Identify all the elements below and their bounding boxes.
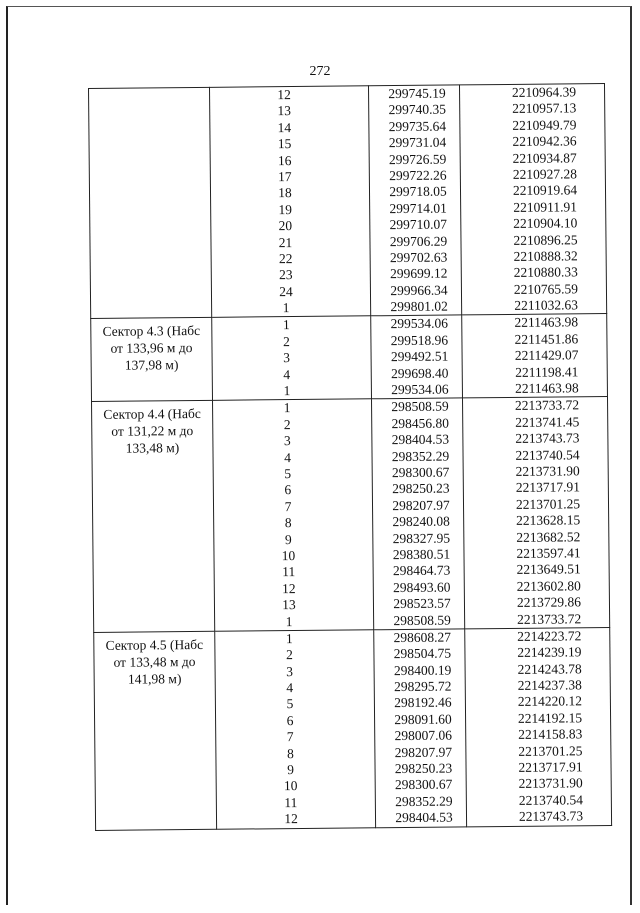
point-number: 22 — [278, 250, 293, 267]
x-coordinate: 298504.75 — [393, 645, 452, 662]
point-number: 13 — [282, 597, 296, 613]
sector-cell — [92, 401, 215, 633]
x-coordinate: 298300.67 — [391, 464, 450, 481]
x-coordinate: 298404.53 — [391, 431, 450, 448]
y-coordinate: 2210919.64 — [512, 182, 578, 199]
point-number: 7 — [284, 498, 292, 514]
x-coordinate: 298400.19 — [393, 662, 452, 678]
point-number: 12 — [284, 811, 298, 827]
point-number: 7 — [286, 729, 294, 745]
point-number: 4 — [286, 680, 294, 696]
y-coordinate: 2214237.38 — [517, 677, 582, 693]
y-coordinate-column-cell — [462, 314, 608, 398]
y-coordinate: 2210964.39 — [511, 84, 577, 100]
x-coordinate: 298352.29 — [395, 793, 453, 809]
y-coordinate: 2211198.41 — [515, 363, 579, 380]
y-coordinate: 2213743.73 — [518, 808, 584, 825]
point-number: 9 — [287, 762, 294, 778]
x-coordinate: 298091.60 — [394, 711, 452, 727]
point-number: 5 — [286, 696, 294, 712]
point-number-column-cell — [215, 630, 376, 829]
x-coordinate: 299745.19 — [388, 85, 446, 102]
y-coordinate: 2213597.41 — [516, 545, 581, 561]
point-number: 16 — [277, 152, 292, 168]
y-coordinate: 2213701.25 — [515, 496, 581, 512]
x-coordinate: 298608.27 — [393, 629, 452, 645]
y-coordinate: 2213649.51 — [516, 561, 581, 578]
y-coordinate: 2214239.19 — [517, 644, 582, 661]
x-coordinate: 298493.60 — [393, 579, 451, 595]
y-coordinate: 2214158.83 — [518, 726, 583, 743]
x-coordinate: 299518.96 — [390, 332, 449, 348]
x-coordinate: 298250.23 — [392, 480, 450, 497]
point-number: 4 — [284, 449, 291, 465]
point-number: 1 — [285, 613, 293, 629]
point-number: 4 — [283, 366, 291, 382]
x-coordinate: 299966.34 — [390, 282, 448, 298]
point-number: 12 — [281, 580, 296, 596]
x-coordinate: 299731.04 — [388, 134, 447, 151]
x-coordinate: 299699.12 — [390, 265, 448, 282]
y-coordinate: 2210911.91 — [513, 199, 578, 215]
y-coordinate: 2211451.86 — [514, 331, 579, 347]
y-coordinate: 2213701.25 — [518, 742, 583, 759]
y-coordinate: 2210949.79 — [512, 117, 577, 133]
y-coordinate: 2210942.36 — [512, 133, 577, 150]
point-number: 13 — [277, 103, 292, 119]
sector-label: Сектор 4.4 (Набс от 131,22 м до 133,48 м) — [103, 406, 201, 457]
x-coordinate-column-cell — [371, 315, 463, 399]
point-number: 10 — [283, 778, 298, 794]
x-coordinate: 299706.29 — [389, 233, 448, 249]
y-coordinate: 2213733.72 — [516, 610, 582, 627]
x-coordinate: 298240.08 — [392, 513, 450, 530]
x-coordinate: 298207.97 — [394, 744, 453, 760]
x-coordinate: 299740.35 — [388, 101, 446, 118]
coordinates-table-body — [89, 84, 612, 830]
x-coordinate: 299492.51 — [390, 348, 449, 365]
y-coordinate-column-cell — [462, 397, 609, 629]
y-coordinate: 2213743.73 — [515, 430, 580, 447]
point-number: 1 — [282, 300, 290, 316]
point-number: 1 — [285, 630, 293, 647]
point-number: 1 — [282, 317, 290, 333]
y-coordinate: 2213731.90 — [518, 775, 583, 792]
point-number: 2 — [282, 333, 290, 349]
point-number: 1 — [283, 400, 291, 416]
x-coordinate: 299698.40 — [390, 365, 449, 381]
point-number: 17 — [278, 169, 292, 185]
point-number: 3 — [283, 433, 291, 449]
y-coordinate: 2213682.52 — [516, 528, 581, 545]
sector-row — [91, 314, 608, 402]
x-coordinate: 298508.59 — [391, 398, 449, 415]
point-number: 6 — [284, 482, 292, 498]
y-coordinate: 2211429.07 — [514, 347, 579, 364]
x-coordinate: 298250.23 — [394, 760, 453, 777]
sector-row — [94, 627, 612, 830]
y-coordinate: 2213741.45 — [515, 414, 580, 430]
x-coordinate: 299534.06 — [391, 381, 449, 398]
y-coordinate: 2213733.72 — [514, 397, 580, 414]
x-coordinate: 298295.72 — [394, 678, 452, 695]
y-coordinate: 2210765.59 — [513, 280, 579, 297]
x-coordinate: 298380.51 — [392, 546, 451, 563]
x-coordinate: 298327.95 — [392, 530, 451, 546]
sector-label — [89, 88, 209, 93]
point-number: 2 — [286, 647, 293, 663]
point-number: 23 — [278, 267, 293, 283]
y-coordinate: 2214220.12 — [517, 693, 583, 710]
point-number: 24 — [279, 283, 293, 299]
x-coordinate-column-cell — [374, 629, 467, 828]
x-coordinate: 298508.59 — [393, 612, 451, 628]
y-coordinate: 2210957.13 — [512, 100, 577, 117]
sector-cell — [91, 318, 213, 402]
y-coordinate: 2213729.86 — [516, 594, 582, 611]
y-coordinate: 2214223.72 — [517, 628, 582, 644]
x-coordinate: 299534.06 — [390, 316, 449, 332]
y-coordinate: 2213740.54 — [518, 792, 583, 808]
x-coordinate: 299722.26 — [389, 167, 447, 184]
point-number-column-cell — [213, 399, 374, 631]
y-coordinate: 2213602.80 — [516, 578, 581, 594]
point-number: 8 — [286, 745, 294, 761]
x-coordinate: 298192.46 — [394, 694, 452, 711]
y-coordinate: 2210934.87 — [512, 149, 577, 166]
y-coordinate: 2210880.33 — [513, 264, 578, 281]
point-number: 21 — [278, 234, 293, 250]
x-coordinate: 299718.05 — [389, 183, 447, 200]
y-coordinate: 2213731.90 — [515, 463, 580, 479]
x-coordinate: 299801.02 — [390, 298, 448, 315]
point-number: 8 — [284, 515, 292, 531]
x-coordinate: 298456.80 — [391, 415, 449, 431]
point-number: 9 — [284, 531, 292, 547]
y-coordinate: 2210888.32 — [513, 248, 578, 264]
y-coordinate: 2214192.15 — [517, 710, 583, 726]
point-number: 3 — [286, 663, 294, 679]
point-number: 19 — [278, 201, 292, 217]
point-number: 14 — [277, 119, 292, 135]
sector-row — [89, 84, 607, 319]
point-number: 20 — [278, 218, 293, 234]
point-number: 10 — [281, 547, 296, 564]
x-coordinate: 299726.59 — [388, 151, 447, 167]
point-number: 12 — [277, 87, 291, 103]
y-coordinate: 2211463.98 — [514, 314, 579, 331]
x-coordinate: 298523.57 — [393, 595, 451, 612]
page-number: 272 — [309, 64, 331, 79]
x-coordinate: 298464.73 — [392, 562, 451, 579]
y-coordinate: 2210896.25 — [513, 231, 578, 248]
point-number: 18 — [278, 185, 292, 201]
x-coordinate-column-cell — [372, 398, 465, 629]
point-number: 5 — [284, 466, 292, 482]
point-number-column-cell — [209, 86, 370, 318]
point-number: 1 — [283, 383, 291, 399]
x-coordinate: 299714.01 — [389, 200, 447, 216]
y-coordinate: 2213628.15 — [516, 512, 581, 529]
point-number: 6 — [286, 712, 294, 728]
sector-cell — [89, 87, 212, 319]
y-coordinate-column-cell — [465, 627, 612, 826]
x-coordinate: 298007.06 — [394, 727, 452, 744]
sector-cell — [94, 631, 217, 830]
y-coordinate: 2210904.10 — [513, 215, 578, 232]
y-coordinate: 2213717.91 — [518, 759, 583, 775]
sector-label: Сектор 4.5 (Набс от 133,48 м до 141,98 м) — [105, 636, 204, 687]
sector-label: Сектор 4.3 (Набс от 133,96 м до 137,98 м) — [102, 323, 201, 374]
y-coordinate: 2211032.63 — [514, 297, 578, 313]
x-coordinate: 299735.64 — [388, 118, 447, 134]
y-coordinate: 2213740.54 — [515, 446, 580, 463]
point-number: 11 — [282, 564, 296, 580]
point-number: 2 — [283, 416, 291, 432]
y-coordinate: 2210927.28 — [512, 166, 577, 182]
y-coordinate: 2213717.91 — [515, 479, 580, 496]
y-coordinate: 2211463.98 — [515, 380, 579, 396]
x-coordinate: 298207.97 — [392, 497, 450, 513]
x-coordinate: 298404.53 — [395, 809, 453, 826]
point-number: 15 — [277, 136, 292, 152]
y-coordinate-column-cell — [459, 84, 606, 316]
x-coordinate-column-cell — [368, 85, 461, 316]
point-number-column-cell — [212, 316, 372, 400]
sector-row — [92, 397, 610, 632]
y-coordinate: 2214243.78 — [517, 660, 582, 677]
point-number: 11 — [284, 794, 298, 810]
x-coordinate: 299702.63 — [389, 249, 448, 266]
x-coordinate: 298352.29 — [391, 448, 450, 464]
x-coordinate: 298300.67 — [394, 776, 453, 793]
point-number: 3 — [283, 350, 291, 366]
coordinates-table — [88, 83, 612, 831]
x-coordinate: 299710.07 — [389, 216, 448, 233]
